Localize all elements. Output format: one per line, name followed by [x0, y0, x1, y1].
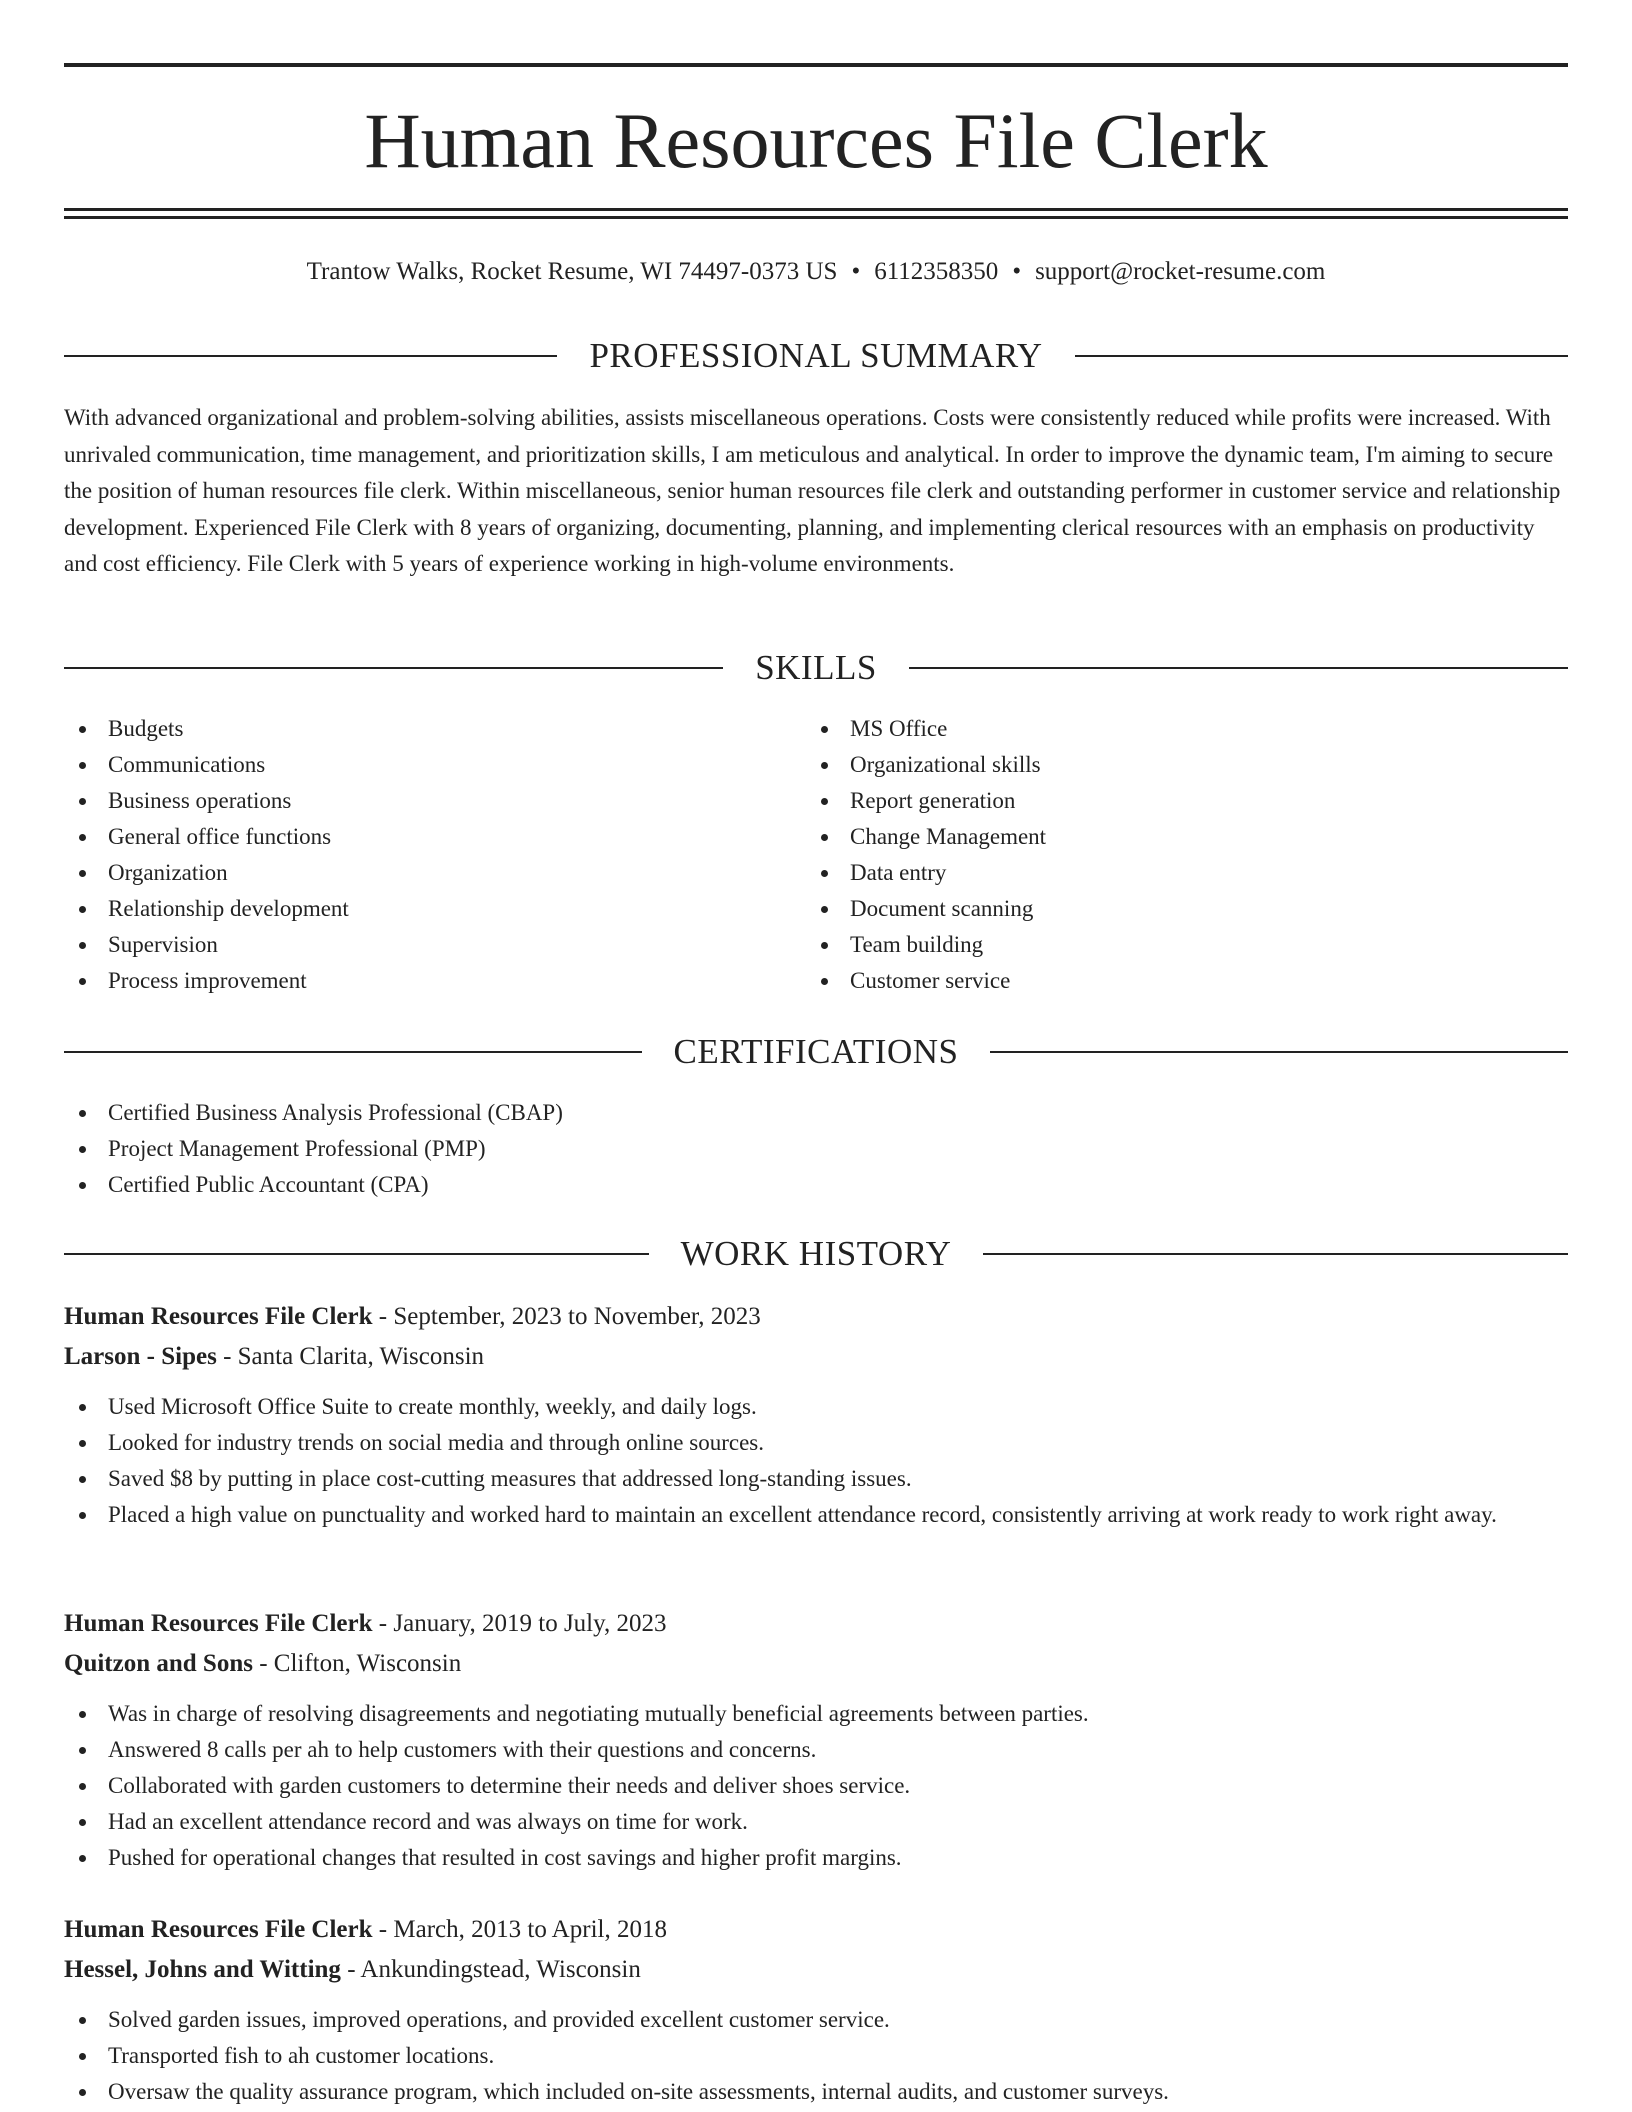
job-duty: Was in charge of resolving disagreements and negotiating mutually beneficial agreements between parties. — [64, 1696, 1568, 1732]
job-duty: Looked for industry trends on social media and through online sources. — [64, 1425, 1568, 1461]
skill-item: Communications — [64, 747, 764, 783]
skill-item: Customer service — [806, 963, 1506, 999]
job-company: Quitzon and Sons — [64, 1650, 253, 1677]
skill-item: Report generation — [806, 783, 1506, 819]
skill-item: Data entry — [806, 855, 1506, 891]
skill-item: Organization — [64, 855, 764, 891]
work-history-title: WORK HISTORY — [680, 1234, 952, 1273]
job-dates: - January, 2019 to July, 2023 — [372, 1610, 667, 1637]
certification-item: Certified Business Analysis Professional (CBAP) — [64, 1095, 1568, 1131]
job-duty: Oversaw the quality assurance program, which included on-site assessments, internal audits, and customer surveys. — [64, 2074, 1568, 2110]
candidate-name: Human Resources File Clerk — [364, 97, 1268, 184]
job-dates: - March, 2013 to April, 2018 — [372, 1916, 667, 1943]
job-duty: Transported fish to ah customer locations. — [64, 2038, 1568, 2074]
job-location: - Clifton, Wisconsin — [252, 1650, 462, 1677]
job-entry — [64, 1604, 1568, 1876]
job-title: Human Resources File Clerk — [64, 1610, 373, 1637]
job-title: Human Resources File Clerk — [64, 1303, 373, 1330]
name-divider-upper — [64, 208, 1568, 211]
skill-item: Supervision — [64, 927, 764, 963]
job-duties-list — [64, 1696, 1568, 1876]
heading-rule-right — [983, 1253, 1568, 1255]
heading-rule-right — [990, 1051, 1568, 1053]
skill-item: Budgets — [64, 711, 764, 747]
job-duty: Solved garden issues, improved operations, and provided excellent customer service. — [64, 2002, 1568, 2038]
contact-address: Trantow Walks, Rocket Resume, WI 74497-0373 US — [306, 258, 838, 285]
skills-list-right — [806, 711, 1506, 999]
job-duties-list — [64, 1389, 1568, 1533]
skills-title: SKILLS — [755, 648, 877, 687]
job-company: Hessel, Johns and Witting — [64, 1956, 341, 1983]
job-location: - Santa Clarita, Wisconsin — [216, 1343, 485, 1370]
job-company-line — [64, 1950, 1568, 1990]
job-dates: - September, 2023 to November, 2023 — [372, 1303, 761, 1330]
job-title-line — [64, 1910, 1568, 1950]
skills-heading — [64, 646, 1568, 690]
job-duty: Used Microsoft Office Suite to create monthly, weekly, and daily logs. — [64, 1389, 1568, 1425]
contact-line — [64, 254, 1568, 290]
summary-heading — [64, 334, 1568, 378]
certification-item: Project Management Professional (PMP) — [64, 1131, 1568, 1167]
skill-item: MS Office — [806, 711, 1506, 747]
heading-rule-left — [64, 667, 723, 669]
job-entry — [64, 1297, 1568, 1533]
skill-item: Business operations — [64, 783, 764, 819]
skill-item: Organizational skills — [806, 747, 1506, 783]
summary-title: PROFESSIONAL SUMMARY — [589, 336, 1043, 375]
heading-rule-left — [64, 1253, 649, 1255]
heading-rule-right — [1075, 355, 1568, 357]
contact-phone: 6112358350 — [874, 258, 999, 285]
job-location: - Ankundingstead, Wisconsin — [340, 1956, 641, 1983]
job-duty: Pushed for operational changes that resulted in cost savings and higher profit margins. — [64, 1840, 1568, 1876]
job-duty: Placed a high value on punctuality and worked hard to maintain an excellent attendance record, consistently arriving at work ready to work right away. — [64, 1497, 1568, 1533]
certifications-title: CERTIFICATIONS — [673, 1032, 959, 1071]
skill-item: Process improvement — [64, 963, 764, 999]
top-divider — [64, 63, 1568, 67]
certification-item: Certified Public Accountant (CPA) — [64, 1167, 1568, 1203]
job-company-line — [64, 1644, 1568, 1684]
skill-item: Team building — [806, 927, 1506, 963]
job-company-line — [64, 1337, 1568, 1377]
summary-text: With advanced organizational and problem-solving abilities, assists miscellaneous operations. Costs were consistently reduced while profits were increased. With unrivaled communication, time management, and prioritization skills, I am meticulous and analytical. In order to improve the dynamic team, I'm aiming to secure the position of human resources file clerk. Within miscellaneous, senior human resources file clerk and outstanding performer in customer service and relationship development. Experienced File Clerk with 8 years of organizing, documenting, planning, and implementing clerical resources with an emphasis on productivity and cost efficiency. File Clerk with 5 years of experience working in high-volume environments. — [64, 405, 1561, 576]
job-duty: Had an excellent attendance record and was always on time for work. — [64, 1804, 1568, 1840]
job-duties-list — [64, 2002, 1568, 2110]
certifications-list — [64, 1095, 1568, 1203]
skill-item: Relationship development — [64, 891, 764, 927]
skill-item: General office functions — [64, 819, 764, 855]
heading-rule-left — [64, 1051, 642, 1053]
job-duty: Collaborated with garden customers to determine their needs and deliver shoes service. — [64, 1768, 1568, 1804]
job-entry — [64, 1910, 1568, 2110]
job-duty: Answered 8 calls per ah to help customers with their questions and concerns. — [64, 1732, 1568, 1768]
job-title-line — [64, 1604, 1568, 1644]
job-title: Human Resources File Clerk — [64, 1916, 373, 1943]
heading-rule-left — [64, 355, 557, 357]
job-title-line — [64, 1297, 1568, 1337]
name-divider-lower — [64, 216, 1568, 219]
contact-separator: • — [1012, 258, 1022, 285]
job-company: Larson - Sipes — [64, 1343, 217, 1370]
job-duty: Saved $8 by putting in place cost-cutting measures that addressed long-standing issues. — [64, 1461, 1568, 1497]
heading-rule-right — [909, 667, 1568, 669]
contact-email: support@rocket-resume.com — [1035, 258, 1326, 285]
skill-item: Change Management — [806, 819, 1506, 855]
work-history-heading — [64, 1232, 1568, 1276]
contact-separator: • — [851, 258, 861, 285]
certifications-heading — [64, 1030, 1568, 1074]
skill-item: Document scanning — [806, 891, 1506, 927]
skills-list-left — [64, 711, 764, 999]
